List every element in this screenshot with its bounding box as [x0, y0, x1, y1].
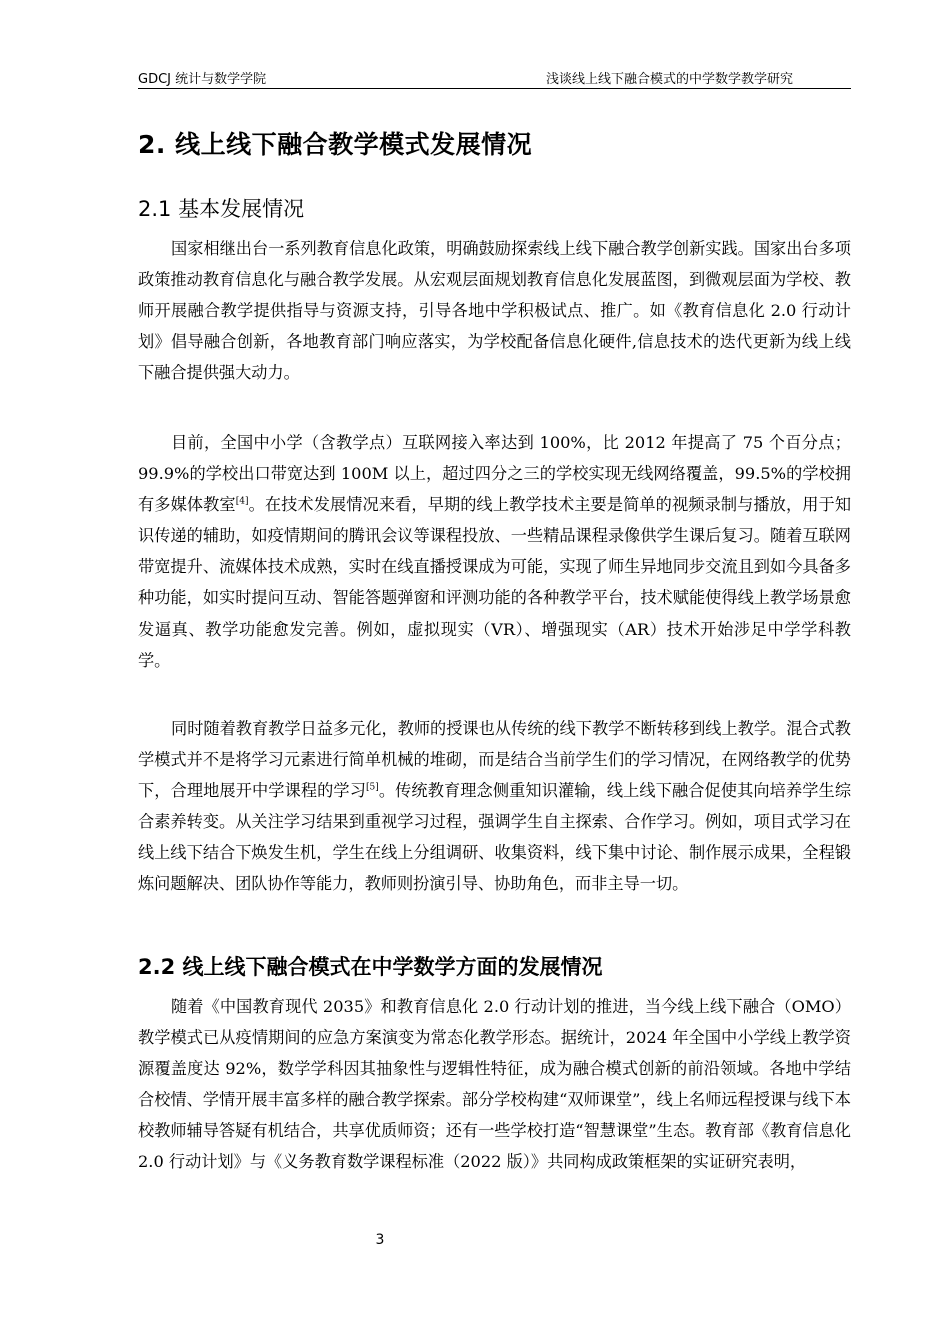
page-header	[138, 66, 851, 89]
subsection-title-2-2: 2.2 线上线下融合模式在中学数学方面的发展情况	[138, 955, 603, 979]
paragraph-4: 随着《中国教育现代 2035》和教育信息化 2.0 行动计划的推进，当今线上线下融合（OMO）教学模式已从疫情期间的应急方案演变为常态化教学形态。据统计，2024 年全国中小学线上教学资源覆盖度达 92%，数学学科因其抽象性与逻辑性特征，成为融合模式创新的前沿领域。各地中学结合校情、学情开展丰富多样的融合教学探索。部分学校构建“双师课堂”，线上名师远程授课与线下本校教师辅导答疑有机结合，共享优质师资；还有一些学校打造“智慧课堂”生态。教育部《教育信息化 2.0 行动计划》与《义务教育数学课程标准（2022 版）》共同构成政策框架的实证研究表明，	[138, 997, 851, 1172]
paragraph-3	[138, 713, 851, 900]
header-left-text: GDCJ 统计与数学学院	[138, 72, 267, 87]
paragraph-2	[138, 427, 851, 676]
paragraph-1: 国家相继出台一系列教育信息化政策，明确鼓励探索线上线下融合教学创新实践。国家出台多项政策推动教育信息化与融合教学发展。从宏观层面规划教育信息化发展蓝图，到微观层面为学校、教师开展融合教学提供指导与资源支持，引导各地中学积极试点、推广。如《教育信息化 2.0 行动计划》倡导融合创新，各地教育部门响应落实，为学校配备信息化硬件,信息技术的迭代更新为线上线下融合提供强大动力。	[138, 239, 851, 383]
paragraph-2-text-a: 目前，全国中小学（含教学点）互联网接入率达到 100%，比 2012 年提高了 75 个百分点；99.9%的学校出口带宽达到 100M 以上，超过四分之三的学校实现无线网络覆盖，99.5%的学校拥有多媒体教室	[138, 433, 851, 515]
page-number: 3	[375, 1232, 385, 1248]
paragraph-3-text-b: 。传统教育理念侧重知识灌输，线上线下融合促使其向培养学生综合素养转变。从关注学习结果到重视学习过程，强调学生自主探索、合作学习。例如，项目式学习在线上线下结合下焕发生机，学生在线上分组调研、收集资料，线下集中讨论、制作展示成果，全程锻炼问题解决、团队协作等能力，教师则扮演引导、协助角色，而非主导一切。	[138, 781, 852, 894]
subsection-title-2-1: 2.1 基本发展情况	[138, 197, 305, 221]
paragraph-3-text-a: 同时随着教育教学日益多元化，教师的授课也从传统的线下教学不断转移到线上教学。混合式教学模式并不是将学习元素进行简单机械的堆砌，而是结合当前学生们的学习情况，在网络教学的优势下，合理地展开中学课程的学习	[138, 719, 851, 801]
section-title: 2. 线上线下融合教学模式发展情况	[138, 130, 533, 159]
citation-4: [4]	[235, 496, 249, 507]
header-right-text: 浅谈线上线下融合模式的中学数学教学研究	[545, 72, 793, 87]
citation-5: [5]	[366, 782, 379, 793]
paragraph-2-text-b: 。在技术发展情况来看，早期的线上教学技术主要是简单的视频录制与播放，用于知识传递的辅助，如疫情期间的腾讯会议等课程投放、一些精品课程录像供学生课后复习。随着互联网带宽提升、流媒体技术成熟，实时在线直播授课成为可能，实现了师生异地同步交流且到如今具备多种功能，如实时提问互动、智能答题弹窗和评测功能的各种教学平台，技术赋能使得线上教学场景愈发逼真、教学功能愈发完善。例如，虚拟现实（VR）、增强现实（AR）技术开始涉足中学学科教学。	[138, 495, 852, 670]
